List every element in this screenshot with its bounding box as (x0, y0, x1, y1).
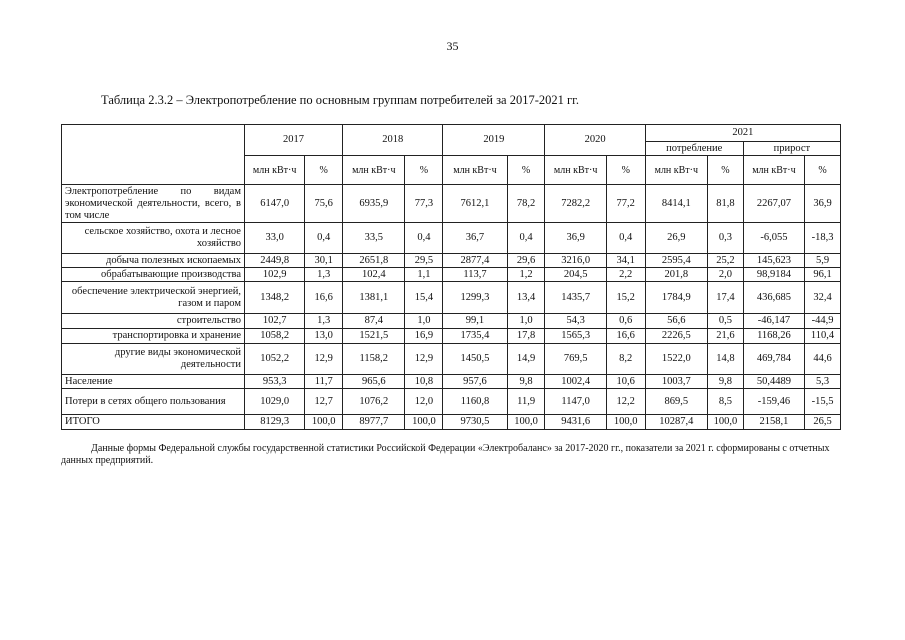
table-row (62, 185, 841, 223)
value-cell: 1,0 (507, 314, 545, 329)
value-cell: 100,0 (507, 415, 545, 430)
value-cell: 16,6 (606, 329, 645, 344)
value-cell: 8,5 (708, 389, 744, 415)
value-cell: 87,4 (343, 314, 405, 329)
unit-cell: млн кВт·ч (343, 156, 405, 185)
footnote: Данные формы Федеральной службы государственной статистики Российской Федерации «Электробаланс» за 2017-2020 гг., показатели за 2021 г. сформированы с отчетных данных предприятий. (61, 443, 830, 466)
value-cell: 0,4 (507, 223, 545, 254)
value-cell: 965,6 (343, 375, 405, 389)
value-cell: -6,055 (743, 223, 804, 254)
value-cell: 32,4 (805, 282, 841, 314)
value-cell: 12,9 (405, 344, 443, 375)
value-cell: 12,9 (305, 344, 343, 375)
value-cell: 5,3 (805, 375, 841, 389)
table-row (62, 415, 841, 430)
value-cell: 6147,0 (244, 185, 304, 223)
value-cell: 2449,8 (244, 254, 304, 268)
value-cell: -18,3 (805, 223, 841, 254)
value-cell: 0,4 (606, 223, 645, 254)
value-cell: 1381,1 (343, 282, 405, 314)
unit-cell: % (305, 156, 343, 185)
unit-cell: млн кВт·ч (443, 156, 507, 185)
value-cell: 77,3 (405, 185, 443, 223)
unit-cell: % (606, 156, 645, 185)
value-cell: 110,4 (805, 329, 841, 344)
value-cell: 21,6 (708, 329, 744, 344)
value-cell: 0,4 (405, 223, 443, 254)
value-cell: 30,1 (305, 254, 343, 268)
value-cell: 16,6 (305, 282, 343, 314)
value-cell: 1522,0 (645, 344, 707, 375)
value-cell: 54,3 (545, 314, 606, 329)
value-cell: 75,6 (305, 185, 343, 223)
value-cell: 1058,2 (244, 329, 304, 344)
value-cell: 9730,5 (443, 415, 507, 430)
table-row (62, 282, 841, 314)
value-cell: 14,8 (708, 344, 744, 375)
value-cell: 36,9 (545, 223, 606, 254)
value-cell: 9,8 (507, 375, 545, 389)
value-cell: 1,3 (305, 314, 343, 329)
value-cell: 1147,0 (545, 389, 606, 415)
value-cell: 0,6 (606, 314, 645, 329)
value-cell: 3216,0 (545, 254, 606, 268)
value-cell: 1,2 (507, 268, 545, 282)
unit-cell: млн кВт·ч (244, 156, 304, 185)
row-label: другие виды экономической деятельности (62, 344, 245, 375)
header-2021-consumption: потребление (645, 142, 743, 156)
table-row (62, 329, 841, 344)
row-label: обрабатывающие производства (62, 268, 245, 282)
consumption-table (61, 124, 841, 430)
value-cell: 8414,1 (645, 185, 707, 223)
value-cell: 7612,1 (443, 185, 507, 223)
value-cell: 8129,3 (244, 415, 304, 430)
value-cell: 201,8 (645, 268, 707, 282)
value-cell: 2,0 (708, 268, 744, 282)
value-cell: 1565,3 (545, 329, 606, 344)
table-row (62, 389, 841, 415)
value-cell: 10287,4 (645, 415, 707, 430)
value-cell: 1002,4 (545, 375, 606, 389)
value-cell: 98,9184 (743, 268, 804, 282)
value-cell: 1348,2 (244, 282, 304, 314)
page-number: 35 (446, 39, 459, 53)
value-cell: 102,4 (343, 268, 405, 282)
value-cell: 0,5 (708, 314, 744, 329)
row-label: Население (62, 375, 245, 389)
row-label: ИТОГО (62, 415, 245, 430)
value-cell: 12,7 (305, 389, 343, 415)
unit-cell: млн кВт·ч (743, 156, 804, 185)
value-cell: 1003,7 (645, 375, 707, 389)
value-cell: 102,9 (244, 268, 304, 282)
value-cell: 14,9 (507, 344, 545, 375)
value-cell: -46,147 (743, 314, 804, 329)
value-cell: 1052,2 (244, 344, 304, 375)
value-cell: 469,784 (743, 344, 804, 375)
value-cell: 100,0 (708, 415, 744, 430)
value-cell: 16,9 (405, 329, 443, 344)
value-cell: 44,6 (805, 344, 841, 375)
value-cell: 1,1 (405, 268, 443, 282)
value-cell: 96,1 (805, 268, 841, 282)
value-cell: 436,685 (743, 282, 804, 314)
value-cell: 1735,4 (443, 329, 507, 344)
value-cell: 1158,2 (343, 344, 405, 375)
table-title: Таблица 2.3.2 – Электропотребление по основным группам потребителей за 2017-2021 гг. (101, 93, 579, 107)
unit-cell: % (405, 156, 443, 185)
value-cell: 113,7 (443, 268, 507, 282)
value-cell: 1784,9 (645, 282, 707, 314)
value-cell: -159,46 (743, 389, 804, 415)
value-cell: 9431,6 (545, 415, 606, 430)
table-row (62, 223, 841, 254)
value-cell: 100,0 (405, 415, 443, 430)
header-2021-growth: прирост (743, 142, 840, 156)
unit-cell: млн кВт·ч (545, 156, 606, 185)
value-cell: 6935,9 (343, 185, 405, 223)
row-label: транспортировка и хранение (62, 329, 245, 344)
value-cell: -44,9 (805, 314, 841, 329)
header-corner (62, 125, 245, 185)
value-cell: 12,2 (606, 389, 645, 415)
value-cell: 2226,5 (645, 329, 707, 344)
value-cell: 1299,3 (443, 282, 507, 314)
value-cell: 17,4 (708, 282, 744, 314)
unit-cell: % (507, 156, 545, 185)
row-label: добыча полезных ископаемых (62, 254, 245, 268)
table-row (62, 254, 841, 268)
value-cell: 0,4 (305, 223, 343, 254)
value-cell: 17,8 (507, 329, 545, 344)
value-cell: 36,9 (805, 185, 841, 223)
value-cell: 10,6 (606, 375, 645, 389)
value-cell: 145,623 (743, 254, 804, 268)
row-label: обеспечение электрической энергией, газом и паром (62, 282, 245, 314)
value-cell: 15,2 (606, 282, 645, 314)
value-cell: -15,5 (805, 389, 841, 415)
value-cell: 2651,8 (343, 254, 405, 268)
header-year-2018: 2018 (343, 125, 443, 156)
value-cell: 13,0 (305, 329, 343, 344)
value-cell: 1168,26 (743, 329, 804, 344)
value-cell: 50,4489 (743, 375, 804, 389)
value-cell: 100,0 (305, 415, 343, 430)
value-cell: 1,0 (405, 314, 443, 329)
value-cell: 869,5 (645, 389, 707, 415)
value-cell: 1,3 (305, 268, 343, 282)
value-cell: 99,1 (443, 314, 507, 329)
value-cell: 0,3 (708, 223, 744, 254)
header-year-2019: 2019 (443, 125, 545, 156)
value-cell: 2158,1 (743, 415, 804, 430)
value-cell: 953,3 (244, 375, 304, 389)
value-cell: 769,5 (545, 344, 606, 375)
value-cell: 11,7 (305, 375, 343, 389)
value-cell: 56,6 (645, 314, 707, 329)
value-cell: 29,5 (405, 254, 443, 268)
table-row (62, 375, 841, 389)
value-cell: 100,0 (606, 415, 645, 430)
header-year-2017: 2017 (244, 125, 342, 156)
value-cell: 5,9 (805, 254, 841, 268)
unit-cell: % (805, 156, 841, 185)
value-cell: 8977,7 (343, 415, 405, 430)
value-cell: 36,7 (443, 223, 507, 254)
value-cell: 29,6 (507, 254, 545, 268)
value-cell: 12,0 (405, 389, 443, 415)
row-label: строительство (62, 314, 245, 329)
value-cell: 34,1 (606, 254, 645, 268)
value-cell: 204,5 (545, 268, 606, 282)
value-cell: 1450,5 (443, 344, 507, 375)
value-cell: 957,6 (443, 375, 507, 389)
value-cell: 10,8 (405, 375, 443, 389)
unit-cell: % (708, 156, 744, 185)
unit-cell: млн кВт·ч (645, 156, 707, 185)
value-cell: 77,2 (606, 185, 645, 223)
value-cell: 2595,4 (645, 254, 707, 268)
value-cell: 1521,5 (343, 329, 405, 344)
value-cell: 1435,7 (545, 282, 606, 314)
table-row (62, 268, 841, 282)
value-cell: 1029,0 (244, 389, 304, 415)
value-cell: 78,2 (507, 185, 545, 223)
value-cell: 26,5 (805, 415, 841, 430)
header-year-2020: 2020 (545, 125, 645, 156)
table-row (62, 314, 841, 329)
row-label: Потери в сетях общего пользования (62, 389, 245, 415)
value-cell: 8,2 (606, 344, 645, 375)
value-cell: 33,5 (343, 223, 405, 254)
value-cell: 81,8 (708, 185, 744, 223)
value-cell: 1076,2 (343, 389, 405, 415)
value-cell: 25,2 (708, 254, 744, 268)
value-cell: 102,7 (244, 314, 304, 329)
value-cell: 9,8 (708, 375, 744, 389)
value-cell: 33,0 (244, 223, 304, 254)
value-cell: 2,2 (606, 268, 645, 282)
value-cell: 2267,07 (743, 185, 804, 223)
value-cell: 13,4 (507, 282, 545, 314)
row-label: Электропотребление по видам экономической деятельности, всего, в том числе (62, 185, 245, 223)
value-cell: 7282,2 (545, 185, 606, 223)
value-cell: 1160,8 (443, 389, 507, 415)
table-row (62, 344, 841, 375)
header-year-2021: 2021 (645, 125, 840, 142)
row-label: сельское хозяйство, охота и лесное хозяйство (62, 223, 245, 254)
value-cell: 2877,4 (443, 254, 507, 268)
value-cell: 26,9 (645, 223, 707, 254)
value-cell: 11,9 (507, 389, 545, 415)
value-cell: 15,4 (405, 282, 443, 314)
